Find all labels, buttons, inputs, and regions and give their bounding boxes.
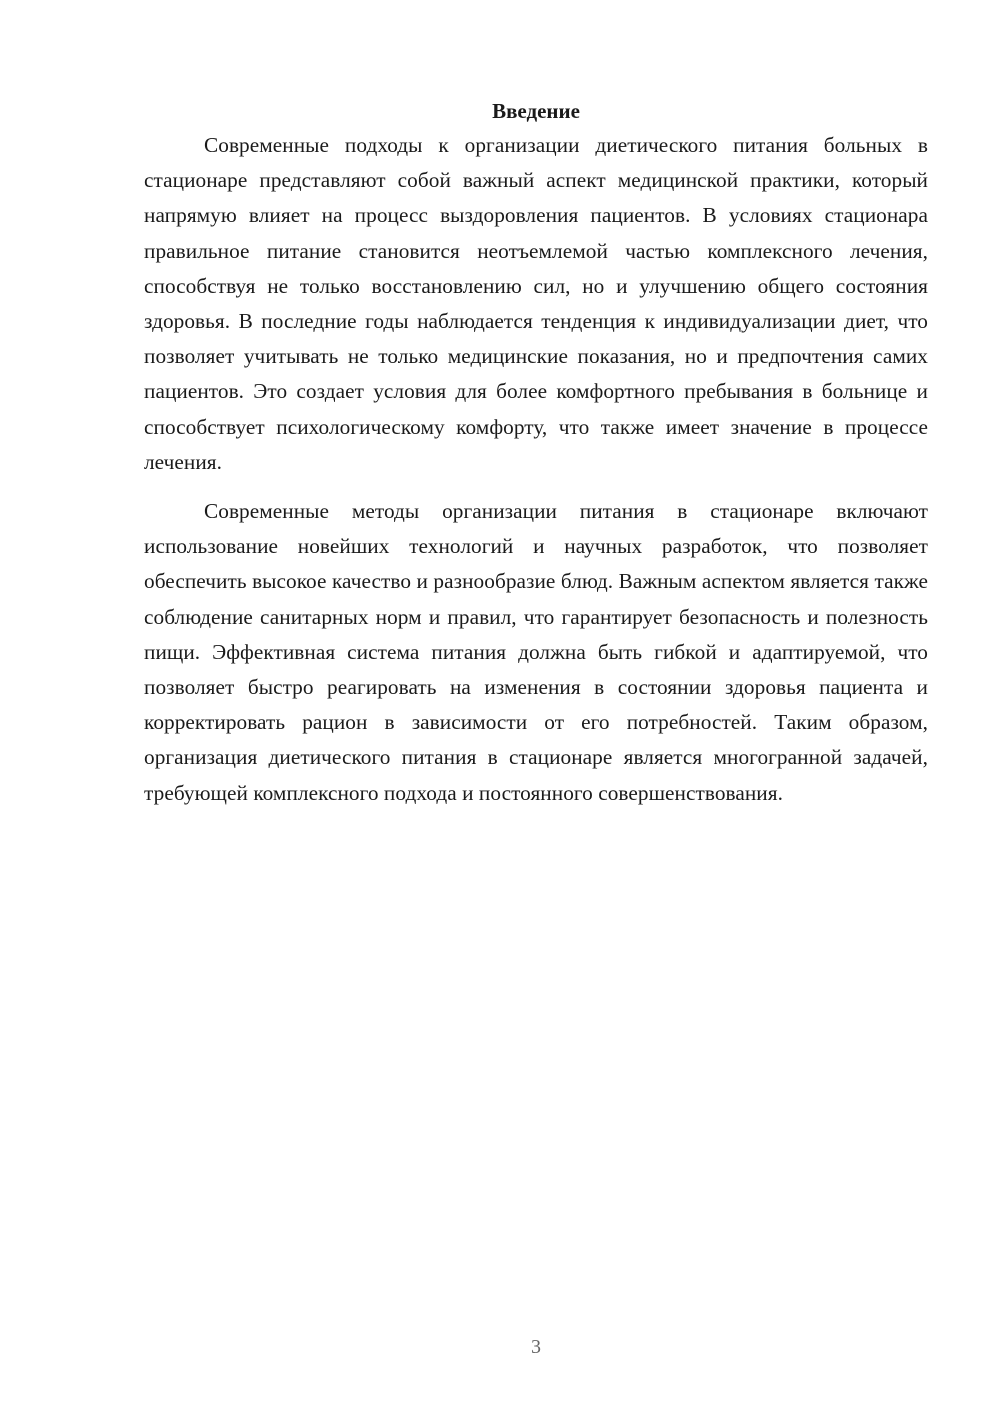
body-paragraph-1: Современные подходы к организации диетического питания больных в стационаре представляют собой важный аспект медицинской практики, который напрямую влияет на процесс выздоровления пациентов. В условиях стационара правильное питание становится неотъемлемой частью комплексного лечения, способствуя не только восстановлению сил, но и улучшению общего состояния здоровья. В последние годы наблюдается тенденция к индивидуализации диет, что позволяет учитывать не только медицинские показания, но и предпочтения самих пациентов. Это создает условия для более комфортного пребывания в больнице и способствует психологическому комфорту, что также имеет значение в процессе лечения.	[144, 133, 928, 474]
page-content	[144, 94, 928, 811]
body-paragraph-2: Современные методы организации питания в стационаре включают использование новейших технологий и научных разработок, что позволяет обеспечить высокое качество и разнообразие блюд. Важным аспектом является также соблюдение санитарных норм и правил, что гарантирует безопасность и полезность пищи. Эффективная система питания должна быть гибкой и адаптируемой, что позволяет быстро реагировать на изменения в состоянии здоровья пациента и корректировать рацион в зависимости от его потребностей. Таким образом, организация диетического питания в стационаре является многогранной задачей, требующей комплексного подхода и постоянного совершенствования.	[144, 499, 928, 805]
section-heading: Введение	[492, 99, 580, 123]
page-number: 3	[531, 1336, 541, 1358]
